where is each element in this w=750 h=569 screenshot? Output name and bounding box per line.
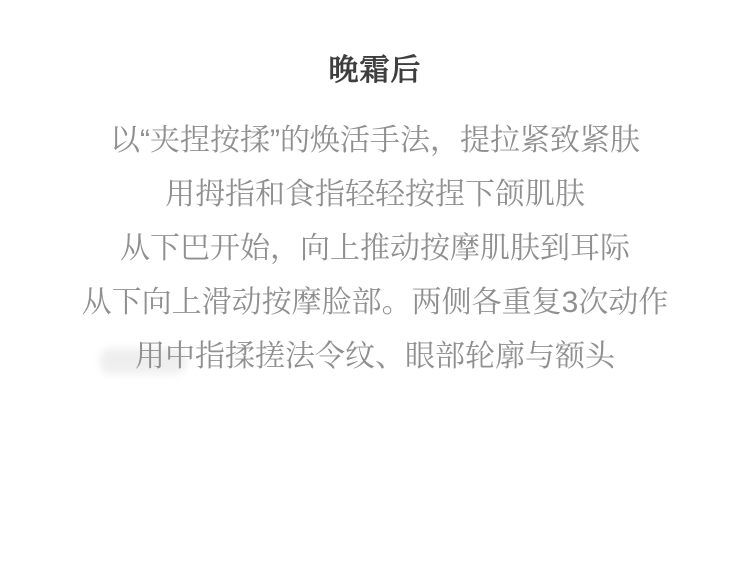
instruction-line-4: 从下向上滑动按摩脸部。两侧各重复3次动作 (81, 286, 669, 319)
page-title: 晚霜后 (328, 54, 422, 87)
instruction-line-2: 用拇指和食指轻轻按捏下颌肌肤 (165, 178, 585, 211)
instruction-lines (0, 114, 750, 384)
instruction-line-1: 以“夹捏按揉”的焕活手法，提拉紧致紧肤 (110, 124, 640, 157)
instruction-line-3: 从下巴开始，向上推动按摩肌肤到耳际 (120, 232, 630, 265)
instruction-line-5: 用中指揉搓法令纹、眼部轮廓与额头 (135, 340, 615, 373)
